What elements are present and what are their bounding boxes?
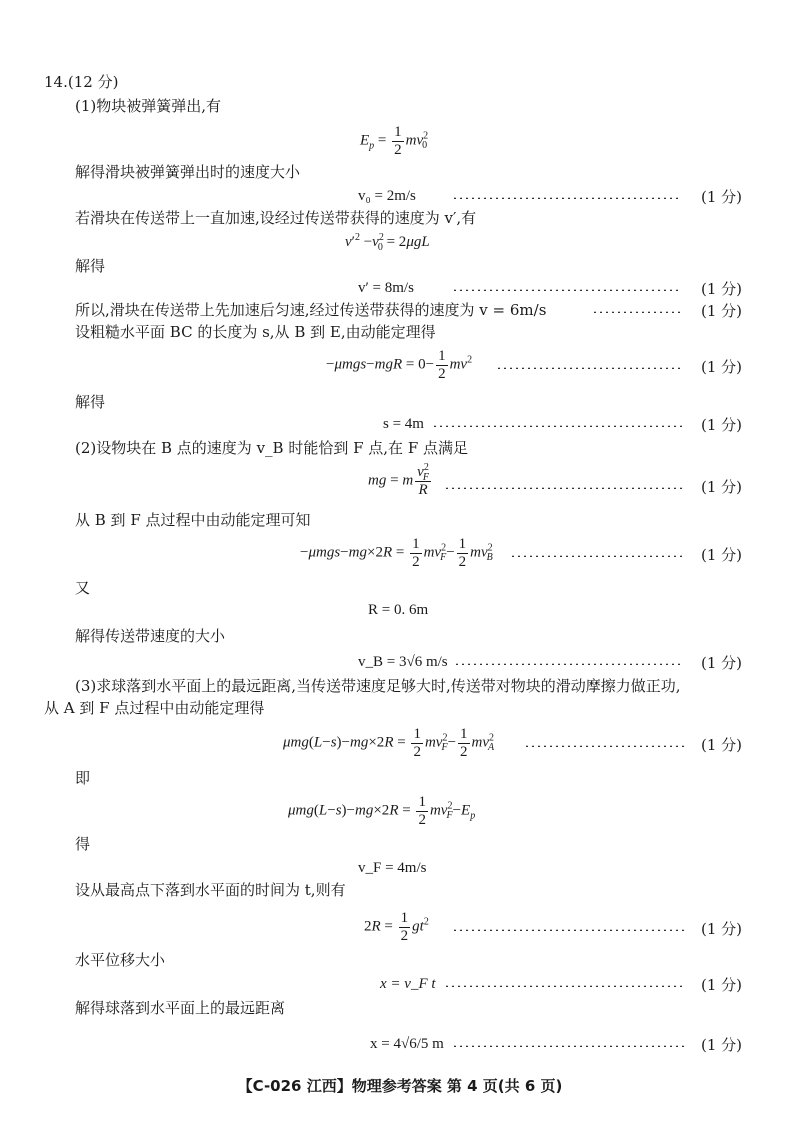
solve-speed-text: 解得滑块被弹簧弹出时的速度大小 xyxy=(75,163,301,181)
problem-header xyxy=(44,72,118,92)
dot-leader xyxy=(452,1045,684,1047)
belt-speed-text: 解得传送带速度的大小 xyxy=(75,627,226,645)
also-label: 又 xyxy=(75,579,91,597)
x-equation: x = v_F t xyxy=(380,976,436,992)
part3-line2: 从 A 到 F 点过程中由动能定理得 xyxy=(44,699,265,717)
bc-line-text: 设粗糙水平面 BC 的长度为 s,从 B 到 E,由动能定理得 xyxy=(75,323,436,341)
dot-leader xyxy=(452,929,684,931)
page-footer: 【C-026 江西】物理参考答案 第 4 页(共 6 页) xyxy=(237,1077,563,1095)
b-to-f-text: 从 B 到 F 点过程中由动能定理可知 xyxy=(75,511,311,529)
energy-eq-row xyxy=(0,348,800,382)
score-mark: (1 分) xyxy=(700,416,742,434)
mg-eq-row xyxy=(0,462,800,498)
fall-eq-row xyxy=(0,910,800,944)
equation-energy-af-ep: μmg(L−s)−mg×2R = $\frac{1}{2}$ $mv^2_F-E_p$ xyxy=(288,794,476,828)
x-result: x = 4√6/5 m xyxy=(370,1036,444,1052)
part3-line1: (3)求球落到水平面上的最远距离,当传送带速度足够大时,传送带对物块的滑动摩擦力做正功, xyxy=(75,677,681,695)
dot-leader xyxy=(592,311,684,313)
equation-energy-bf: −μmgs−mg×2R = $\frac{1}{2}$ $mv^2_F-$ $\frac{1}{2}$ $mv^2_B$ xyxy=(300,536,493,570)
vprime-result: v′ = 8m/s xyxy=(358,280,414,296)
score-mark: (1 分) xyxy=(700,1036,742,1054)
problem-number: 14. xyxy=(44,73,68,91)
final-line-text: 解得球落到水平面上的最远距离 xyxy=(75,999,286,1017)
dot-leader xyxy=(452,197,682,199)
part1-intro: (1)物块被弹簧弹出,有 xyxy=(75,97,222,115)
dot-leader xyxy=(432,425,684,427)
equation-ep: $E_p$ = $\frac{1}{2}$ $mv^2_0$ xyxy=(360,124,429,158)
vf-result: v_F = 4m/s xyxy=(358,860,427,876)
x-result-row xyxy=(0,1034,800,1056)
vb-result-row xyxy=(0,652,800,674)
solve-label: 解得 xyxy=(75,393,106,411)
equation-centripetal: mg = m $\frac{v^2_F}{R}$ xyxy=(368,462,429,498)
ie-label: 即 xyxy=(75,769,91,787)
dot-leader xyxy=(510,555,684,557)
equation-energy-af: μmg(L−s)−mg×2R = $\frac{1}{2}$ $mv^2_F-$ $\frac{1}{2}$ $mv^2_A$ xyxy=(283,726,495,760)
s-result-row xyxy=(0,414,800,436)
solve-label: 解得 xyxy=(75,257,106,275)
score-mark: (1 分) xyxy=(700,302,742,320)
score-mark: (1 分) xyxy=(700,188,742,206)
so-line-text: 所以,滑块在传送带上先加速后匀速,经过传送带获得的速度为 v = 6m/s xyxy=(75,301,547,319)
vprime-result-row xyxy=(0,278,800,300)
dot-leader xyxy=(444,985,684,987)
equation-energy-be: −μmgs−mgR = 0− $\frac{1}{2}$ $mv^2$ xyxy=(326,348,473,382)
score-mark: (1 分) xyxy=(700,920,742,938)
score-mark: (1 分) xyxy=(700,280,742,298)
assume-accel-text: 若滑块在传送带上一直加速,设经过传送带获得的速度为 v′,有 xyxy=(75,209,477,227)
part2-intro: (2)设物块在 B 点的速度为 v_B 时能恰到 F 点,在 F 点满足 xyxy=(75,439,468,457)
s-result: s = 4m xyxy=(383,416,424,432)
get-label: 得 xyxy=(75,835,91,853)
dot-leader xyxy=(452,289,682,291)
score-mark: (1 分) xyxy=(700,654,742,672)
r-value: R = 0. 6m xyxy=(368,602,429,618)
dot-leader xyxy=(454,663,684,665)
score-mark: (1 分) xyxy=(700,736,742,754)
so-line-row xyxy=(0,300,800,322)
vb-result: v_B = 3√6 m/s xyxy=(358,654,448,670)
energy-af-row xyxy=(0,726,800,760)
score-mark: (1 分) xyxy=(700,358,742,376)
score-mark: (1 分) xyxy=(700,478,742,496)
dot-leader xyxy=(444,487,684,489)
equation-fall: 2R = $\frac{1}{2}$ $gt^2$ xyxy=(364,910,429,944)
v0-result: v₀ = 2m/s xyxy=(358,188,416,204)
equation-vprime: $v'^2 -v^2_0 = 2\mu gL$ xyxy=(345,232,430,253)
dot-leader xyxy=(524,745,684,747)
x-eq-row xyxy=(0,974,800,996)
time-line-text: 设从最高点下落到水平面的时间为 t,则有 xyxy=(75,881,346,899)
horiz-label: 水平位移大小 xyxy=(75,951,166,969)
v0-result-row xyxy=(0,186,800,208)
problem-points: (12 分) xyxy=(67,73,119,91)
energy-bf-row xyxy=(0,536,800,570)
score-mark: (1 分) xyxy=(700,546,742,564)
dot-leader xyxy=(496,367,684,369)
score-mark: (1 分) xyxy=(700,976,742,994)
